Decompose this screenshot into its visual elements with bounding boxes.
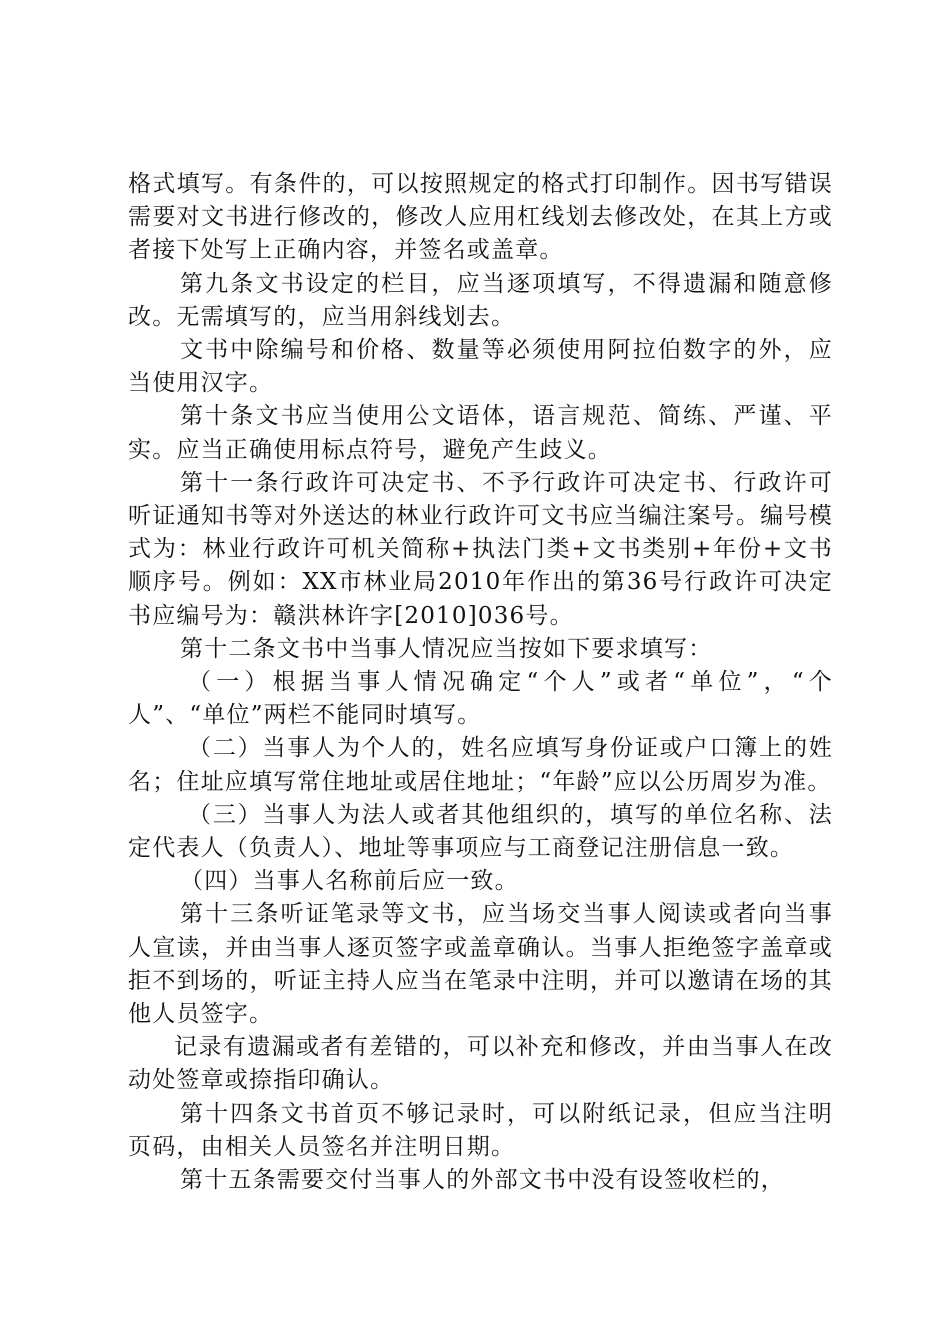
paragraph-article-12: 第十二条文书中当事人情况应当按如下要求填写： [180, 635, 713, 662]
paragraph-continuation: 格式填写。有条件的，可以按照规定的格式打印制作。因书写错误需要对文书进行修改的，修改人应用杠线划去修改处，在其上方或者接下处写上正确内容，并签名或盖章。 [128, 171, 833, 264]
paragraph-article-11: 第十一条行政许可决定书、不予行政许可决定书、行政许可听证通知书等对外送达的林业行政许可文书应当编注案号。编号模式为：林业行政许可机关简称+执法门类+文书类别+年份+文书顺序号。例如：XX市林业局2010年作出的第36号行政许可决定书应编号为：赣洪林许字[2010]036号。 [128, 469, 833, 629]
paragraph-item-3: （三）当事人为法人或者其他组织的，填写的单位名称、法定代表人（负责人）、地址等事项应与工商登记注册信息一致。 [128, 801, 833, 862]
paragraph-record-correction: 记录有遗漏或者有差错的，可以补充和修改，并由当事人在改动处签章或捺指印确认。 [128, 1034, 833, 1094]
paragraph-item-2: （二）当事人为个人的，姓名应填写身份证或户口簿上的姓名；住址应填写常住地址或居住地址；“年龄”应以公历周岁为准。 [128, 735, 833, 795]
paragraph-article-9: 第九条文书设定的栏目，应当逐项填写，不得遗漏和随意修改。无需填写的，应当用斜线划去。 [128, 270, 833, 330]
paragraph-item-4: （四）当事人名称前后应一致。 [180, 868, 519, 895]
paragraph-article-15: 第十五条需要交付当事人的外部文书中没有设签收栏的， [180, 1167, 785, 1194]
paragraph-article-14: 第十四条文书首页不够记录时，可以附纸记录，但应当注明页码，由相关人员签名并注明日期。 [128, 1100, 833, 1160]
paragraph-chinese-characters: 文书中除编号和价格、数量等必须使用阿拉伯数字的外，应当使用汉字。 [128, 337, 833, 397]
paragraph-item-1: （一）根据当事人情况确定“个人”或者“单位”，“个人”、“单位”两栏不能同时填写。 [128, 669, 833, 729]
paragraph-article-13: 第十三条听证笔录等文书，应当场交当事人阅读或者向当事人宣读，并由当事人逐页签字或盖章确认。当事人拒绝签字盖章或拒不到场的，听证主持人应当在笔录中注明，并可以邀请在场的其他人员签字。 [128, 901, 833, 1028]
paragraph-article-10: 第十条文书应当使用公文语体，语言规范、简练、严谨、平实。应当正确使用标点符号，避免产生歧义。 [128, 403, 833, 463]
document-body [128, 168, 833, 1197]
